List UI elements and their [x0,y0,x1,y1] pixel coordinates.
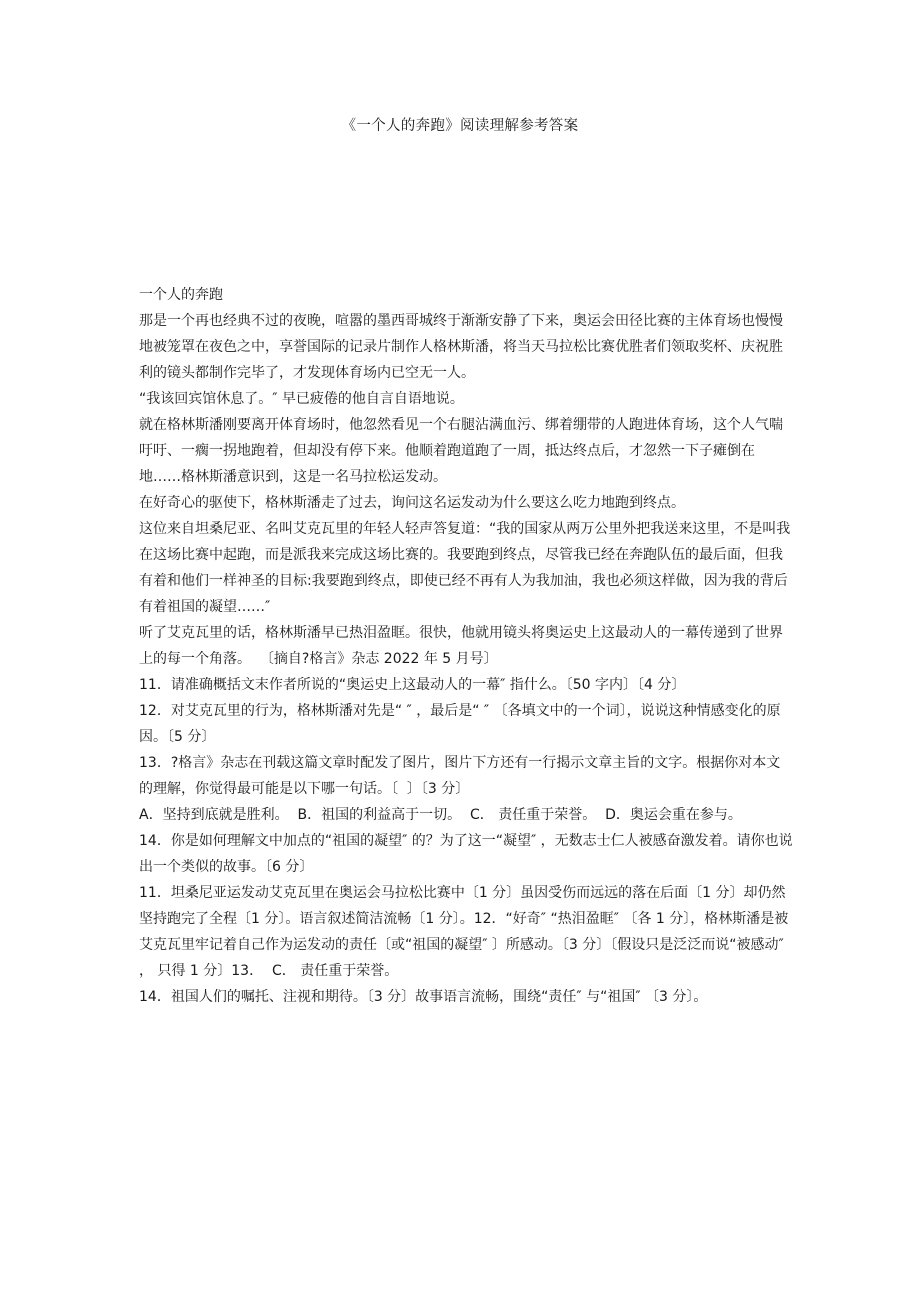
question-13: 13．?格言》杂志在刊载这篇文章时配发了图片，图片下方还有一行揭示文章主旨的文字。根据你对本文的理解，你觉得最可能是以下哪一句话。〔 〕〔3 分〕 [139,755,781,797]
paragraph: “我该回宾馆休息了。″ 早已疲倦的他自言自语地说。 [139,391,464,407]
question-14: 14．你是如何理解文中加点的“祖国的凝望″ 的？为了这一“凝望″ ，无数志士仁人被感奋激发着。请你也说出一个类似的故事。〔6 分〕 [139,833,793,875]
question-11: 11．请准确概括文末作者所说的“奥运史上这最动人的一幕″ 指什么。〔50 字内〕〔4 分〕 [139,677,686,693]
paragraph: 听了艾克瓦里的话，格林斯潘早已热泪盈眶。很快，他就用镜头将奥运史上这最动人的一幕传递到了世界上的每一个角落。 〔摘自?格言》杂志 2022 年 5 月号〕 [139,625,783,667]
page-title: 《一个人的奔跑》阅读理解参考答案 [341,118,579,134]
question-13-options: A．坚持到底就是胜利。 B．祖国的利益高于一切。 C． 责任重于荣誉。 D．奥运会重在参与。 [139,807,742,823]
paragraph: 那是一个再也经典不过的夜晚，喧嚣的墨西哥城终于渐渐安静了下来，奥运会田径比赛的主体育场也慢慢地被笼罩在夜色之中，享誉国际的记录片制作人格林斯潘，将当天马拉松比赛优胜者们领取奖杯、庆祝胜利的镜头都制作完毕了，才发现体育场内已空无一人。 [139,313,783,381]
paragraph: 就在格林斯潘刚要离开体育场时，他忽然看见一个右腿沾满血污、绑着绷带的人跑进体育场，这个人气喘吁吁、一瘸一拐地跑着，但却没有停下来。他顺着跑道跑了一周，抵达终点后，才忽然一下子瘫倒在地……格林斯潘意识到，这是一名马拉松运发动。 [139,417,783,485]
document-body [139,282,793,1010]
article-heading: 一个人的奔跑 [139,287,223,303]
answer-14: 14．祖国人们的嘱托、注视和期待。〔3 分〕故事语言流畅，围绕“责任″ 与“祖国″ 〔3 分〕。 [139,989,708,1005]
question-12: 12．对艾克瓦里的行为，格林斯潘对先是“ ″ ，最后是“ ″ 〔各填文中的一个词〕，说说这种情感变化的原因。〔5 分〕 [139,703,781,745]
paragraph: 这位来自坦桑尼亚、名叫艾克瓦里的年轻人轻声答复道：“我的国家从两万公里外把我送来这里，不是叫我在这场比赛中起跑，而是派我来完成这场比赛的。我要跑到终点，尽管我已经在奔跑队伍的最后面，但我有着和他们一样神圣的目标:我要跑到终点，即使已经不再有人为我加油，我也必须这样做，因为我的背后有着祖国的凝望……″ [139,521,791,615]
answer-11-13: 11．坦桑尼亚运发动艾克瓦里在奥运会马拉松比赛中〔1 分〕虽因受伤而远远的落在后面〔1 分〕却仍然坚持跑完了全程〔1 分〕。语言叙述简洁流畅〔1 分〕。12．“好奇″ “热泪盈眶″ 〔各 1 分〕，格林斯潘是被艾克瓦里牢记着自己作为运发动的责任〔或“祖国的凝望″ 〕所感动。〔3 分〕〔假设只是泛泛而说“被感动″ ， 只得 1 分〕13． C． 责任重于荣誉。 [139,885,789,979]
paragraph: 在好奇心的驱使下，格林斯潘走了过去，询问这名运发动为什么要这么吃力地跑到终点。 [139,495,685,511]
